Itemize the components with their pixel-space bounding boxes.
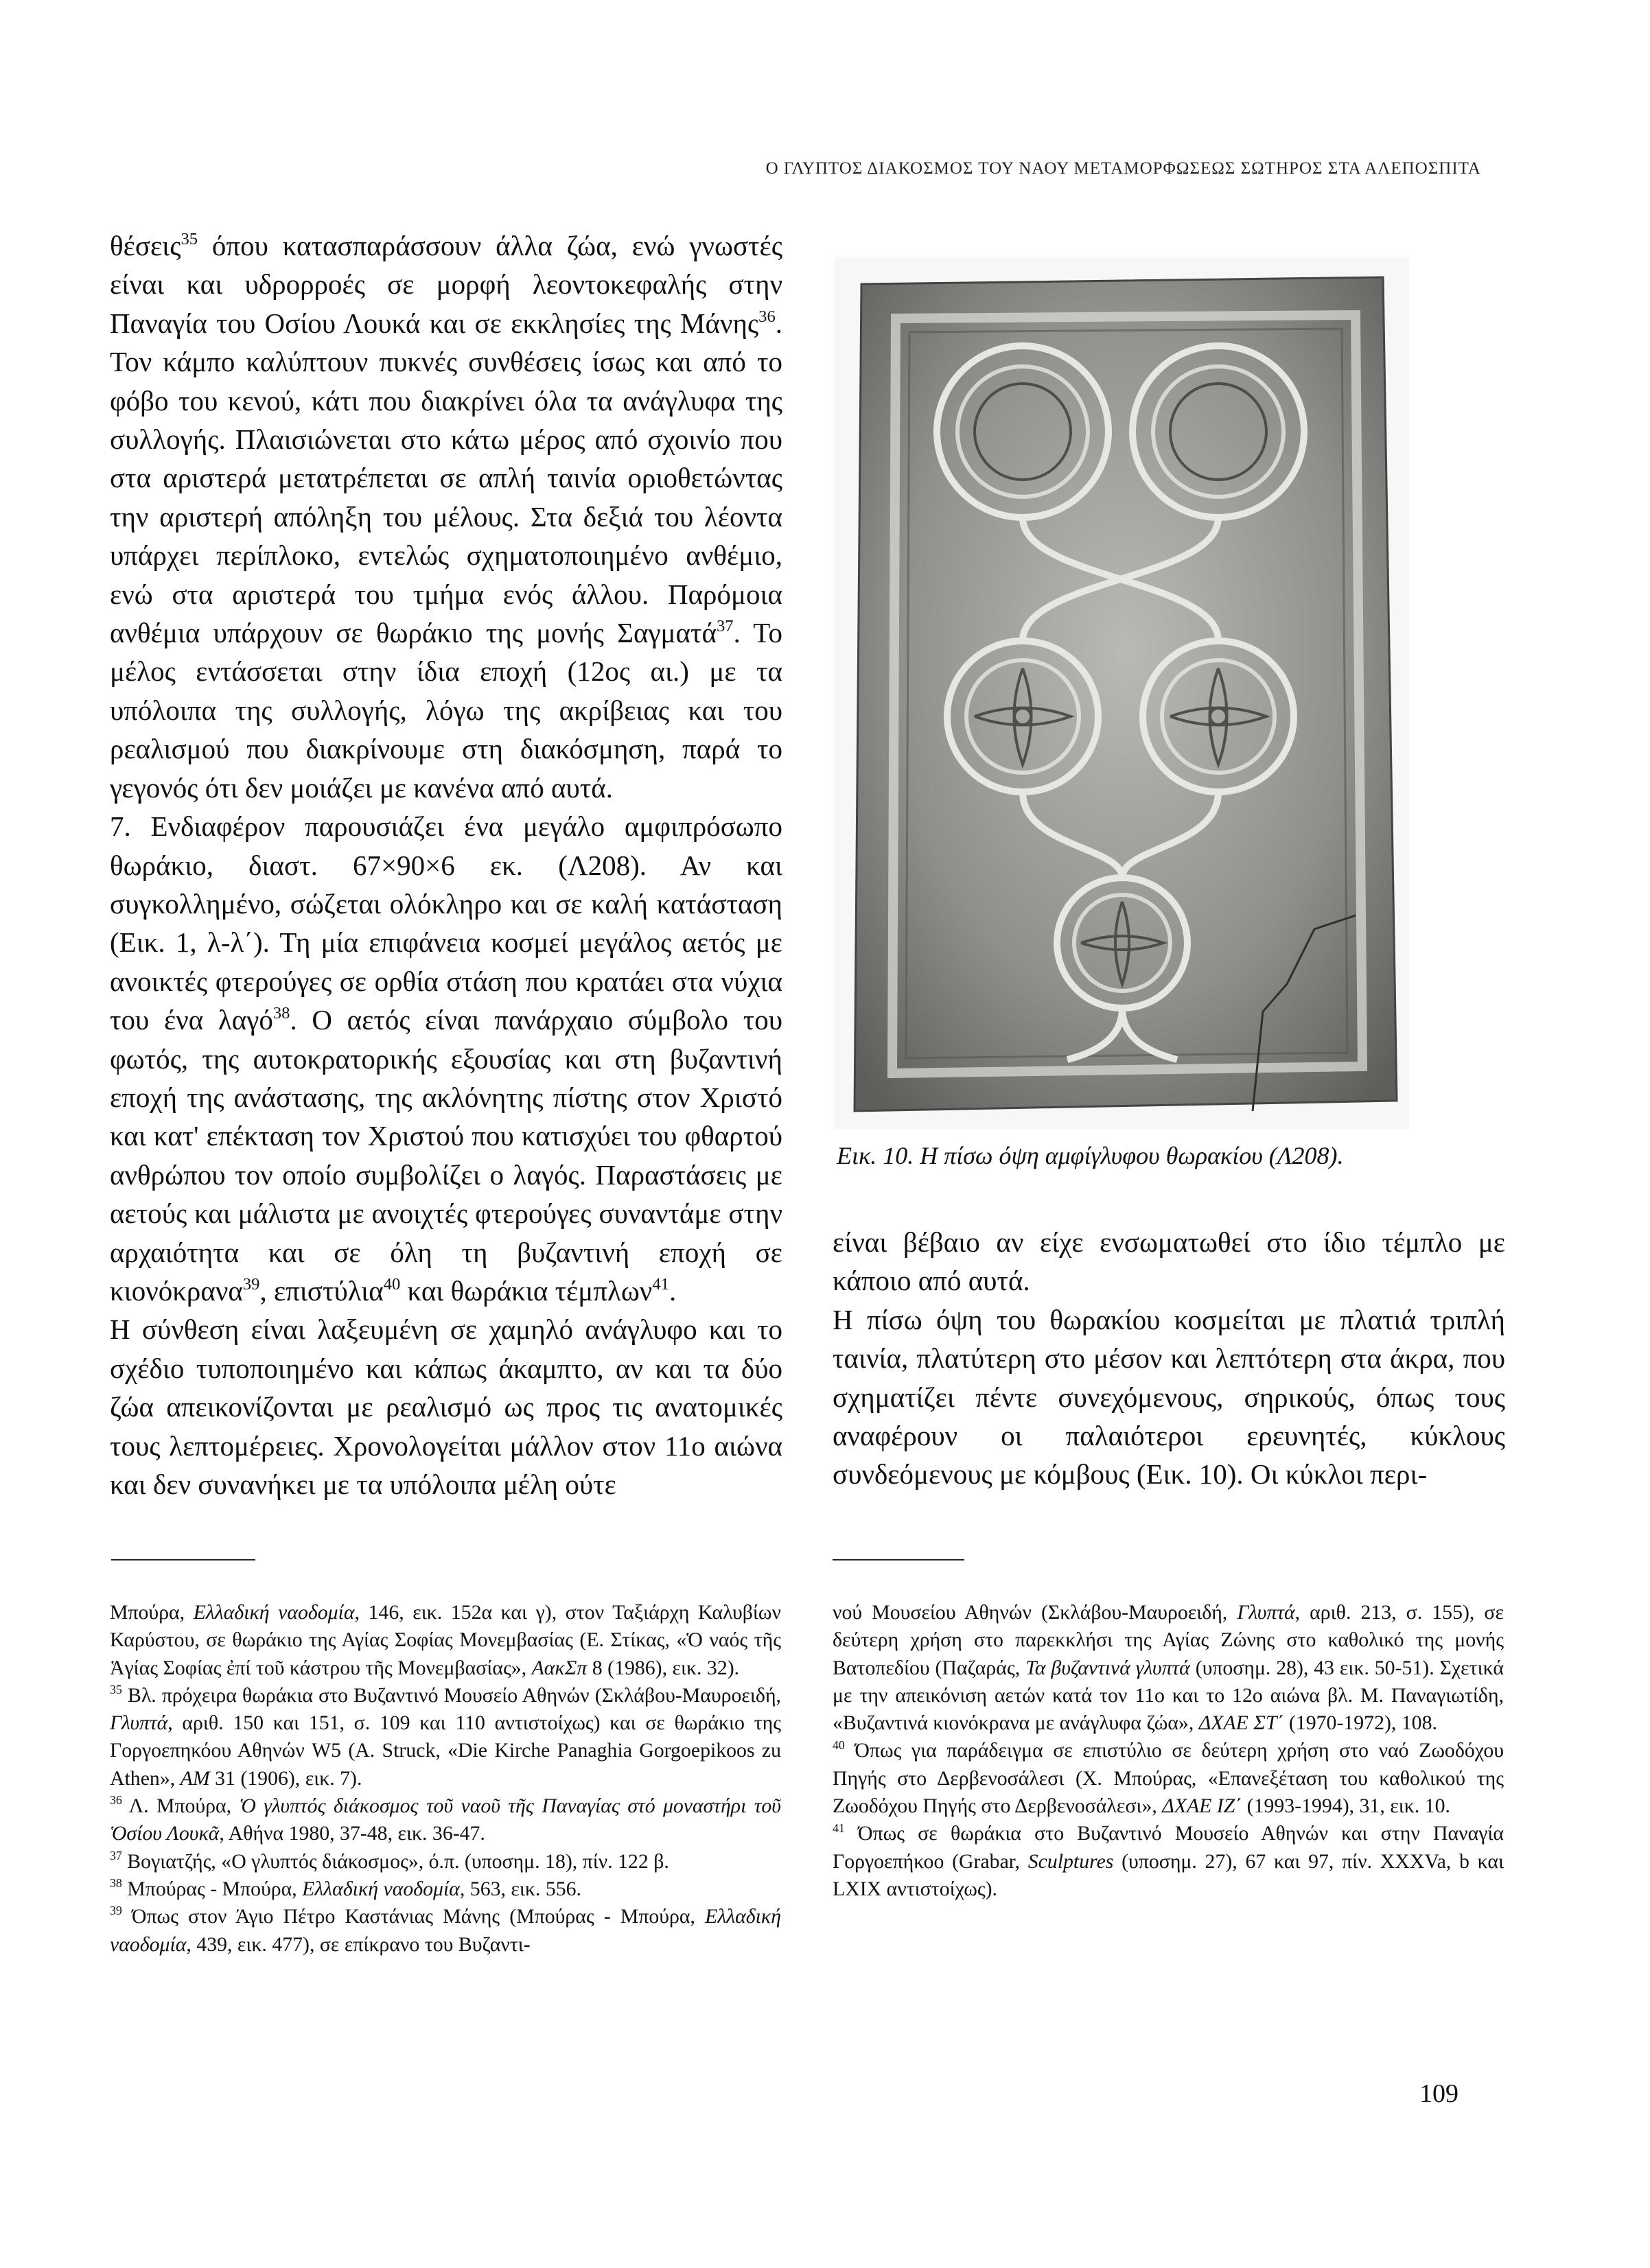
footnote-ref: 37 xyxy=(110,1848,122,1862)
footnotes-left xyxy=(110,1599,781,1959)
paragraph xyxy=(110,1599,781,1682)
text-run: είναι βέβαιο αν είχε ενσωματωθεί στο ίδιο τέμπλο με κάποιο από αυτά. xyxy=(833,1226,1505,1297)
italic-text: Sculptures xyxy=(1027,1849,1114,1873)
paragraph xyxy=(110,1310,782,1504)
paragraph xyxy=(110,807,782,1310)
text-run: (1993-1994), 31, εικ. 10. xyxy=(1242,1794,1450,1818)
text-run: , 563, εικ. 556. xyxy=(459,1877,581,1900)
paragraph xyxy=(833,1300,1505,1494)
text-run: Βλ. πρόχειρα θωράκια στο Βυζαντινό Μουσείο Αθηνών (Σκλάβου-Μαυροειδή, xyxy=(121,1683,781,1707)
text-run: θέσεις xyxy=(110,230,181,261)
text-run: Όπως στον Άγιο Πέτρο Καστάνιας Μάνης (Μπούρας - Μπούρα, xyxy=(121,1905,706,1928)
text-run: , αριθ. 150 και 151, σ. 109 και 110 αντιστοίχως) και σε θωράκιο της Γοργοεπηκόου Αθηνών W5 (A. Struck, «Die Kirche Panaghia Gorgoepikoos zu Athen», xyxy=(110,1711,781,1790)
footnote-ref: 36 xyxy=(758,307,776,326)
paragraph xyxy=(110,1682,781,1792)
italic-text: ΔΧΑΕ ΣΤ΄ xyxy=(1198,1711,1284,1735)
paragraph xyxy=(110,1792,781,1848)
paragraph xyxy=(833,1599,1504,1737)
footnote-ref: 35 xyxy=(110,1683,122,1697)
text-run: , 146, εικ. 152α και γ), στον Ταξιάρχη Καλυβίων Καρύστου, σε θωράκιο της Αγίας Σοφίας Μονεμβασίας (Ε. Στίκας, «Ὁ ναός τῆς Ἁγίας Σοφίας ἐπί τοῦ κάστρου τῆς Μονεμβασίας», xyxy=(110,1601,781,1679)
footnote-divider-right xyxy=(833,1559,964,1560)
italic-text: Ὁ γλυπτός διάκοσμος τοῦ ναοῦ τῆς Παναγίας στό μοναστήρι τοῦ Ὁσίου Λουκᾶ xyxy=(110,1794,781,1845)
paragraph xyxy=(110,1875,781,1903)
paragraph xyxy=(833,1820,1504,1903)
italic-text: Τα βυζαντινά γλυπτά xyxy=(1025,1656,1190,1679)
text-run: , Αθήνα 1980, 37-48, εικ. 36-47. xyxy=(219,1822,485,1845)
text-run: Μπούρα, xyxy=(110,1601,194,1624)
figure-10-image xyxy=(834,257,1409,1130)
text-run: Όπως για παράδειγμα σε επιστύλιο σε δεύτερη χρήση στο ναό Ζωοδόχου Πηγής στο Δερβενοσάλεσι (Χ. Μπούρας, «Επανεξέταση του καθολικού της Ζωοδόχου Πηγής στο Δερβενοσάλεσι», xyxy=(833,1739,1504,1818)
italic-text: Γλυπτά xyxy=(110,1711,168,1735)
footnotes-right xyxy=(833,1599,1504,1903)
footnote-ref: 41 xyxy=(833,1821,845,1835)
footnote-ref: 41 xyxy=(652,1275,669,1294)
italic-text: Ελλαδική ναοδομία xyxy=(110,1905,781,1956)
text-run: Μπούρας - Μπούρα, xyxy=(121,1877,303,1900)
text-run: Βογιατζής, «Ο γλυπτός διάκοσμος», ό.π. (υποσημ. 18), πίν. 122 β. xyxy=(121,1849,669,1873)
text-run: νού Μουσείου Αθηνών (Σκλάβου-Μαυροειδή, xyxy=(833,1601,1238,1624)
footnote-divider-left xyxy=(111,1559,255,1560)
italic-text: Ελλαδική ναοδομία xyxy=(193,1601,355,1624)
carved-slab-illustration xyxy=(834,257,1409,1130)
paragraph xyxy=(833,1737,1504,1820)
text-run: . Τον κάμπο καλύπτουν πυκνές συνθέσεις ίσως και από το φόβο του κενού, κάτι που διακρίνει όλα τα ανάγλυφα της συλλογής. Πλαισιώνεται στο κάτω μέρος από σχοινίο που στα αριστερά μετατρέπεται σε απλή ταινία οριοθετώντας την αριστερή απόληξη του μέλους. Στα δεξιά του λέοντα υπάρχει περίπλοκο, εντελώς σχηματοποιημένο ανθέμιο, ενώ στα αριστερά του τμήμα ενός άλλου. Παρόμοια ανθέμια υπάρχουν σε θωράκιο της μονής Σαγματά xyxy=(110,307,782,649)
main-text-right-column xyxy=(833,1223,1505,1494)
footnote-ref: 40 xyxy=(833,1738,845,1752)
italic-text: AM xyxy=(180,1766,210,1790)
text-run: . xyxy=(669,1274,677,1307)
paragraph xyxy=(110,1848,781,1875)
footnote-ref: 37 xyxy=(716,617,734,636)
text-run: Η σύνθεση είναι λαξευμένη σε χαμηλό ανάγλυφο και το σχέδιο τυποποιημένο και κάπως άκαμπτο, αν και τα δύο ζώα απεικονίζονται με ρεαλισμό ως προς τις ανατομικές τους λεπτομέρειες. Χρονολογείται μάλλον στον 11ο αιώνα και δεν συνανήκει με τα υπόλοιπα μέλη ούτε xyxy=(110,1313,782,1500)
figure-caption: Εικ. 10. Η πίσω όψη αμφίγλυφου θωρακίου (Λ208). xyxy=(837,1142,1344,1169)
main-text-left-column xyxy=(110,226,782,1504)
footnote-ref: 38 xyxy=(272,1004,290,1023)
text-run: , αριθ. 213, σ. 155), σε δεύτερη χρήση στο παρεκκλήσι της Αγίας Ζώνης στο καθολικό της μονής Βατοπεδίου (Παζαράς, xyxy=(833,1601,1504,1679)
text-run: (1970-1972), 108. xyxy=(1283,1711,1437,1735)
text-run: Όπως σε θωράκια στο Βυζαντινό Μουσείο Αθηνών και στην Παναγία Γοργοεπήκοο (Grabar, xyxy=(833,1822,1504,1873)
text-run: 31 (1906), εικ. 7). xyxy=(209,1766,362,1790)
italic-text: Ελλαδική ναοδομία xyxy=(302,1877,460,1900)
page-number: 109 xyxy=(1419,2079,1459,2108)
text-run: , 439, εικ. 477), σε επίκρανο του Βυζαντι- xyxy=(186,1932,531,1956)
footnote-ref: 39 xyxy=(242,1275,260,1294)
footnote-ref: 39 xyxy=(110,1904,122,1918)
text-run: Λ. Μπούρα, xyxy=(121,1794,240,1818)
paragraph xyxy=(833,1223,1505,1300)
text-run: , επιστύλια xyxy=(259,1274,384,1307)
italic-text: ΑακΣπ xyxy=(531,1656,588,1679)
text-run: . Ο αετός είναι πανάρχαιο σύμβολο του φωτός, της αυτοκρατορικής εξουσίας και στη βυζαντινή εποχή της ανάστασης, της ακλόνητης πίστης στον Χριστό και κατ' επέκταση τον Χριστού που κατισχύει του φθαρτού ανθρώπου τον οποίο συμβολίζει ο λαγός. Παραστάσεις με αετούς και μάλιστα με ανοιχτές φτερούγες συναντάμε στην αρχαιότητα και σε όλη τη βυζαντινή εποχή σε κιονόκρανα xyxy=(110,1004,782,1307)
text-run: Η πίσω όψη του θωρακίου κοσμείται με πλατιά τριπλή ταινία, πλατύτερη στο μέσον και λεπτότερη στα άκρα, που σχηματίζει πέντε συνεχόμενους, σηρικούς, όπως τους αναφέρουν οι παλαιότεροι ερευνητές, κύκλους συνδεόμενους με κόμβους (Εικ. 10). Οι κύκλοι περι- xyxy=(833,1303,1505,1490)
text-run: (υποσημ. 28), 43 εικ. 50-51). Σχετικά με την απεικόνιση αετών κατά τον 11ο και το 12ο αιώνα βλ. Μ. Παναγιωτίδη, «Βυζαντινά κιονόκρανα με ανάγλυφα ζώα», xyxy=(833,1656,1504,1735)
italic-text: ΔΧΑΕ ΙΖ΄ xyxy=(1162,1794,1242,1818)
text-run: και θωράκια τέμπλων xyxy=(400,1274,653,1307)
text-run: . Το μέλος εντάσσεται στην ίδια εποχή (12ος αι.) με τα υπόλοιπα της συλλογής, λόγω της ακρίβειας και του ρεαλισμού που διακρίνουμε στη διακόσμηση, παρά το γεγονός ότι δεν μοιάζει με κανένα από αυτά. xyxy=(110,617,782,804)
footnote-ref: 38 xyxy=(110,1876,122,1891)
text-run: όπου κατασπαράσσουν άλλα ζώα, ενώ γνωστές είναι και υδρορροές σε μορφή λεοντοκεφαλής στην Παναγία του Οσίου Λουκά και σε εκκλησίες της Μάνης xyxy=(110,230,782,339)
running-header: Ο ΓΛΥΠΤΟΣ ΔΙΑΚΟΣΜΟΣ ΤΟΥ ΝΑΟΥ ΜΕΤΑΜΟΡΦΩΣΕΩΣ ΣΩΤΗΡΟΣ ΣΤΑ ΑΛΕΠΟΣΠΙΤΑ xyxy=(765,159,1481,178)
footnote-ref: 35 xyxy=(181,230,198,249)
footnote-ref: 36 xyxy=(110,1793,122,1808)
footnote-ref: 40 xyxy=(383,1275,401,1294)
text-run: 8 (1986), εικ. 32). xyxy=(587,1656,740,1679)
text-run: (υποσημ. 27), 67 και 97, πίν. XXXVa, b και LXIX αντιστοίχως). xyxy=(833,1849,1504,1900)
italic-text: Γλυπτά xyxy=(1237,1601,1295,1624)
paragraph xyxy=(110,226,782,807)
paragraph xyxy=(110,1903,781,1959)
text-run: 7. Ενδιαφέρον παρουσιάζει ένα μεγάλο αμφιπρόσωπο θωράκιο, διαστ. 67×90×6 εκ. (Λ208). Αν και συγκολλημένο, σώζεται ολόκληρο και σε καλή κατάσταση (Εικ. 1, λ-λ΄). Τη μία επιφάνεια κοσμεί μεγάλος αετός με ανοικτές φτερούγες σε ορθία στάση που κρατάει στα νύχια του ένα λαγό xyxy=(110,810,782,1036)
